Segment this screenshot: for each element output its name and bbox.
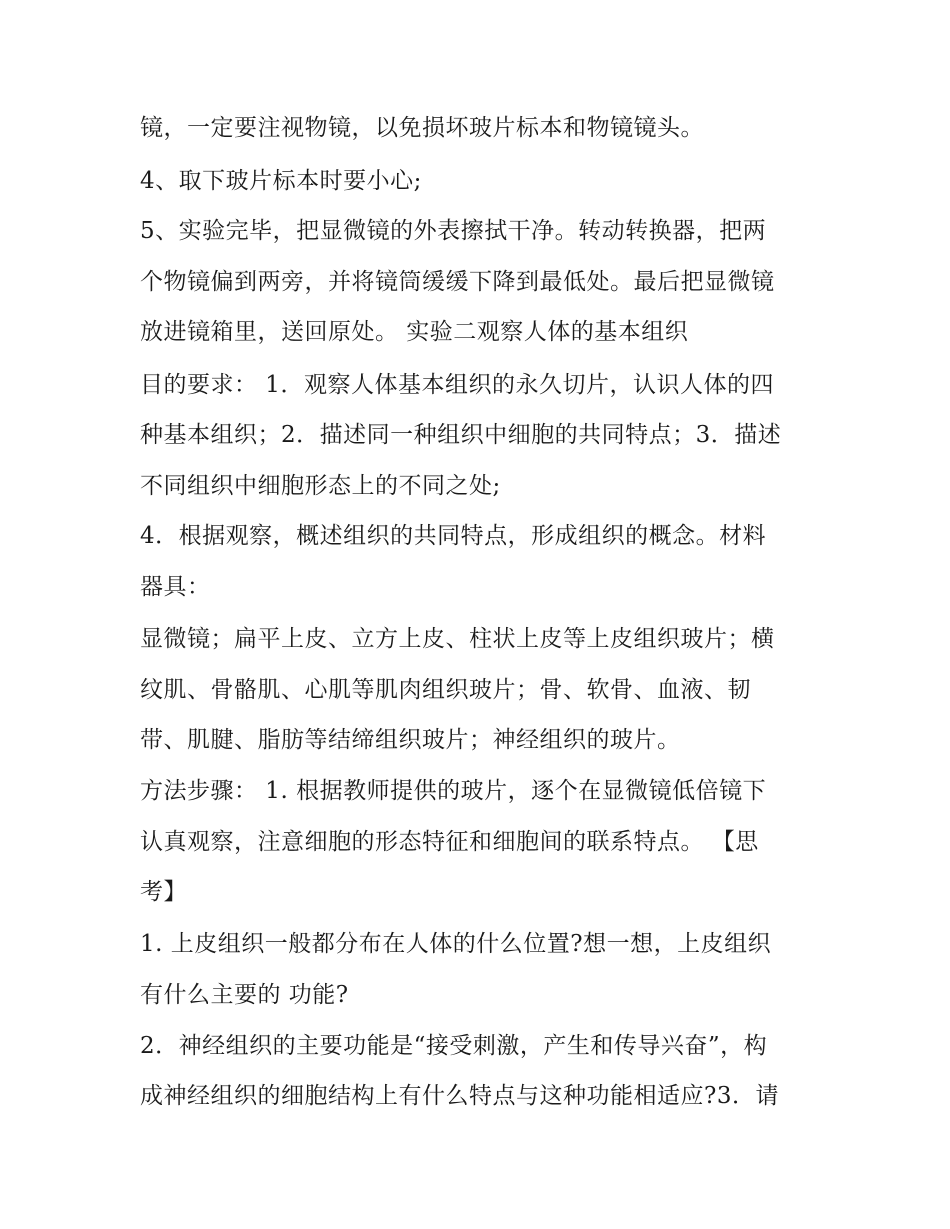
text-line: 4、取下玻片标本时要小心; — [140, 168, 422, 194]
text-line: 镜，一定要注视物镜，以免损坏玻片标本和物镜镜头。 — [140, 115, 704, 141]
text-line: 个物镜偏到两旁，并将镜筒缓缓下降到最低处。最后把显微镜 — [140, 269, 775, 295]
text-line: 放进镜箱里，送回原处。 实验二观察人体的基本组织 — [140, 319, 689, 345]
text-line: 有什么主要的 功能? — [140, 982, 349, 1008]
text-line: 5、实验完毕，把显微镜的外表擦拭干净。转动转换器，把两 — [140, 218, 767, 244]
text-line: 不同组织中细胞形态上的不同之处; — [140, 473, 501, 499]
text-line: 考】 — [140, 879, 187, 905]
text-line: 1. 上皮组织一般都分布在人体的什么位置?想一想，上皮组织 — [140, 931, 772, 957]
text-line: 2．神经组织的主要功能是“接受刺激，产生和传导兴奋”，构 — [140, 1033, 768, 1059]
text-line: 种基本组织；2．描述同一种组织中细胞的共同特点；3．描述 — [140, 422, 782, 448]
text-line: 4．根据观察，概述组织的共同特点，形成组织的概念。材料 — [140, 523, 767, 549]
text-line: 器具： — [140, 574, 211, 600]
text-line: 认真观察，注意细胞的形态特征和细胞间的联系特点。 【思 — [140, 829, 759, 855]
text-line: 目的要求： 1．观察人体基本组织的永久切片，认识人体的四 — [140, 372, 774, 398]
text-line: 成神经组织的细胞结构上有什么特点与这种功能相适应?3．请 — [140, 1083, 779, 1109]
text-line: 带、肌腱、脂肪等结缔组织玻片；神经组织的玻片。 — [140, 727, 681, 753]
text-line: 显微镜；扁平上皮、立方上皮、柱状上皮等上皮组织玻片；横 — [140, 626, 775, 652]
text-line: 纹肌、骨骼肌、心肌等肌肉组织玻片；骨、软骨、血液、韧 — [140, 677, 751, 703]
text-line: 方法步骤： 1. 根据教师提供的玻片，逐个在显微镜低倍镜下 — [140, 778, 767, 804]
